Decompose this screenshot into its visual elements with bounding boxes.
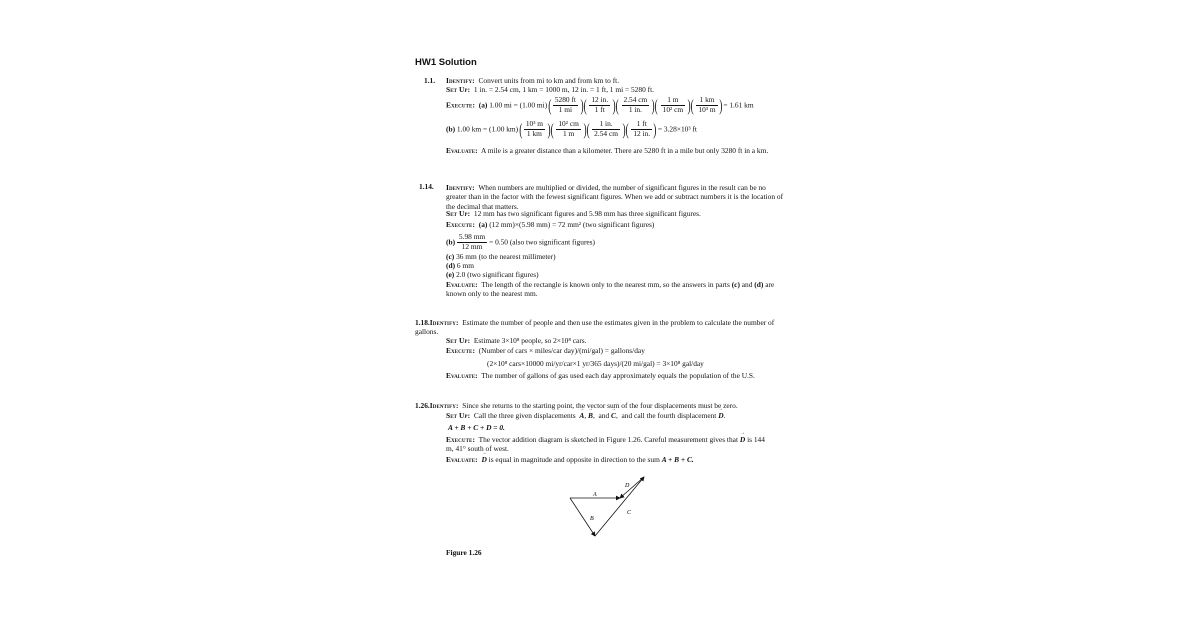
identify-line <box>415 402 738 409</box>
vector-c-label: C <box>627 510 632 516</box>
equation-result: = 1.61 km <box>723 100 754 110</box>
equation-lead: 1.00 mi = (1.00 mi) <box>489 100 548 110</box>
execute-label: Execute: <box>446 100 476 110</box>
conversion-fraction: $\frac{2.54 cm}{1 in.}$ <box>623 95 648 114</box>
identify-label: Identify: <box>446 183 475 192</box>
setup-label: Set Up: <box>446 411 471 420</box>
identify-line <box>446 77 619 84</box>
setup-label: Set Up: <box>446 209 471 218</box>
identify-line <box>415 318 790 337</box>
evaluate-line <box>446 280 786 299</box>
setup-line <box>446 337 587 344</box>
setup-text: 1 in. = 2.54 cm, 1 km = 1000 m, 12 in. = 1 ft, 1 mi = 5280 ft. <box>473 85 654 94</box>
identify-text: Convert units from mi to km and from km to ft. <box>478 76 620 85</box>
setup-text: Call the three given displacements <box>473 411 576 420</box>
vector-b-label: B <box>590 516 594 522</box>
identify-text: When numbers are multiplied or divided, the number of significant figures in the result can be no greater than in the factor with the fewest significant figures. When we add or subtract numbers it is the location of the decimal that matters. <box>446 183 784 211</box>
execute-line <box>446 221 654 228</box>
identify-text: Estimate the number of people and then use the estimates given in the problem to calculate the number of gallons. <box>415 318 775 337</box>
execute-label: Execute: <box>446 346 476 355</box>
conversion-fraction: $\frac{1 ft}{12 in.}$ <box>633 119 651 138</box>
evaluate-text: A mile is a greater distance than a kilometer. There are 5280 ft in a mile but only 3280 ft in a km. <box>481 146 769 155</box>
execute-label: Execute: <box>446 220 476 229</box>
vector-symbol: → D <box>740 435 745 444</box>
identify-label: Identify: <box>429 318 459 327</box>
problem-number: 1.1. <box>424 76 436 85</box>
identify-label: Identify: <box>446 76 475 85</box>
part-ref: (d) <box>754 280 764 289</box>
evaluate-text: The length of the rectangle is known only to the nearest mm, so the answers in parts <box>481 280 732 289</box>
part-ref: (c) <box>731 280 740 289</box>
conversion-fraction: $\frac{1 m}{\text{10² cm}}$ <box>662 95 684 114</box>
evaluate-line <box>446 372 755 379</box>
ratio-fraction: $\frac{5.98 mm}{12 mm}$ <box>458 232 486 251</box>
execute-line <box>446 435 771 454</box>
setup-line: Set Up: Call the three given displacements → A, → B, and → C, and call the fourth displacement → D. <box>446 412 725 419</box>
setup-text: Estimate 3×10⁸ people, so 2×10⁸ cars. <box>473 336 587 345</box>
vector-d-label: D <box>625 483 630 489</box>
problem-number: 1.18. <box>415 318 430 327</box>
part-c <box>446 253 556 260</box>
vector-symbol: → D <box>718 411 723 420</box>
execute-part-a: Execute: (a) 1.00 mi = (1.00 mi)( $\frac{5280 ft}{1 mi}$ )( $\frac{12 in.}{1 ft}$ )( $\frac{2.54 cm}{1 in.}$ )( $\frac{1 m}{\text{10² cm}}$ )( $\frac{1 km}{\text{10³ m}}$ )= 1.61 km <box>446 95 754 115</box>
part-text: = 0.50 (also two significant figures) <box>489 237 596 247</box>
problem-number: 1.26. <box>415 401 430 410</box>
part-text: 6 mm <box>456 261 474 270</box>
evaluate-text: is equal in magnitude and opposite in direction to the sum <box>488 455 660 464</box>
evaluate-line <box>446 456 694 463</box>
part-b <box>446 233 595 252</box>
conversion-fraction: $\frac{\text{10³ m}}{1 km}$ <box>525 119 544 138</box>
page-title: HW1 Solution <box>415 57 477 68</box>
part-e <box>446 271 539 278</box>
evaluate-label: Evaluate: <box>446 371 478 380</box>
identify-text: Since she returns to the starting point, the vector sum of the four displacements must be zero. <box>462 401 738 410</box>
vector-symbol: → D <box>481 455 486 464</box>
conversion-fraction: $\frac{1 in.}{2.54 cm}$ <box>594 119 618 138</box>
vector-symbol: → A <box>579 411 584 420</box>
vector-symbol: → B <box>588 411 593 420</box>
conversion-fraction: $\frac{12 in.}{1 ft}$ <box>591 95 609 114</box>
execute-text: is 144 m, 41° south of west. <box>446 435 765 454</box>
vector-c-arrow <box>595 477 644 536</box>
part-tag: (b) <box>446 237 456 247</box>
evaluate-label: Evaluate: <box>446 146 478 155</box>
conversion-fraction: $\frac{5280 ft}{1 mi}$ <box>554 95 576 114</box>
evaluate-line <box>446 146 776 155</box>
setup-text: and call the fourth displacement <box>621 411 717 420</box>
part-tag: (a) <box>478 220 488 229</box>
setup-text: and <box>598 411 610 420</box>
execute-part-b: (b) 1.00 km = (1.00 km)( $\frac{\text{10³ m}}{1 km}$ )( $\frac{\text{10² cm}}{1 m}$ )( $\frac{1 in.}{2.54 cm}$ )( $\frac{1 ft}{12 in.}$ )= 3.28×10³ ft <box>446 119 697 139</box>
vector-symbol: → C <box>611 411 616 420</box>
vector-sum-equation: A + B + C + D = 0. <box>448 423 505 432</box>
conversion-fraction: $\frac{1 km}{\text{10³ m}}$ <box>698 95 716 114</box>
setup-line <box>446 210 701 217</box>
identify-line <box>446 183 786 211</box>
vector-diagram <box>560 470 655 545</box>
execute-line <box>446 347 645 354</box>
equation-result: = 3.28×10³ ft <box>657 124 697 134</box>
conversion-fraction: $\frac{\text{10² cm}}{1 m}$ <box>558 119 579 138</box>
evaluate-text: and <box>739 280 755 289</box>
part-tag: (b) <box>446 124 456 134</box>
evaluate-text: The number of gallons of gas used each day approximately equals the population of the U.S. <box>481 371 755 380</box>
setup-text: 12 mm has two significant figures and 5.98 mm has three significant figures. <box>473 209 701 218</box>
part-tag: (c) <box>446 252 455 261</box>
execute-text: (Number of cars × miles/car day)/(mi/gal) = gallons/day <box>478 346 645 355</box>
part-text: 2.0 (two significant figures) <box>456 270 539 279</box>
part-tag: (e) <box>446 270 455 279</box>
part-d <box>446 262 474 269</box>
figure-caption: Figure 1.26 <box>446 548 482 557</box>
vector-a-label: A <box>593 492 597 498</box>
calculation-line: (2×10⁸ cars×10000 mi/yr/car×1 yr/365 days)/(20 mi/gal) = 3×10⁸ gal/day <box>487 359 704 368</box>
vector-sum: A + B + C. <box>661 455 694 464</box>
evaluate-text: are known only to the nearest mm. <box>446 280 775 299</box>
execute-text: The vector addition diagram is sketched in Figure 1.26. Careful measurement gives that <box>478 435 739 444</box>
setup-label: Set Up: <box>446 85 471 94</box>
part-text: 36 mm (to the nearest millimeter) <box>456 252 556 261</box>
problem-number: 1.14. <box>419 182 434 191</box>
part-tag: (d) <box>446 261 456 270</box>
part-text: (12 mm)×(5.98 mm) = 72 mm² (two significant figures) <box>489 220 655 229</box>
vector-d-arrow <box>620 477 644 498</box>
equation-lead: 1.00 km = (1.00 km) <box>456 124 519 134</box>
setup-line <box>446 86 654 93</box>
execute-label: Execute: <box>446 435 476 444</box>
identify-label: Identify: <box>429 401 459 410</box>
part-tag: (a) <box>478 100 488 110</box>
evaluate-label: Evaluate: <box>446 280 478 289</box>
setup-label: Set Up: <box>446 336 471 345</box>
evaluate-label: Evaluate: <box>446 455 478 464</box>
